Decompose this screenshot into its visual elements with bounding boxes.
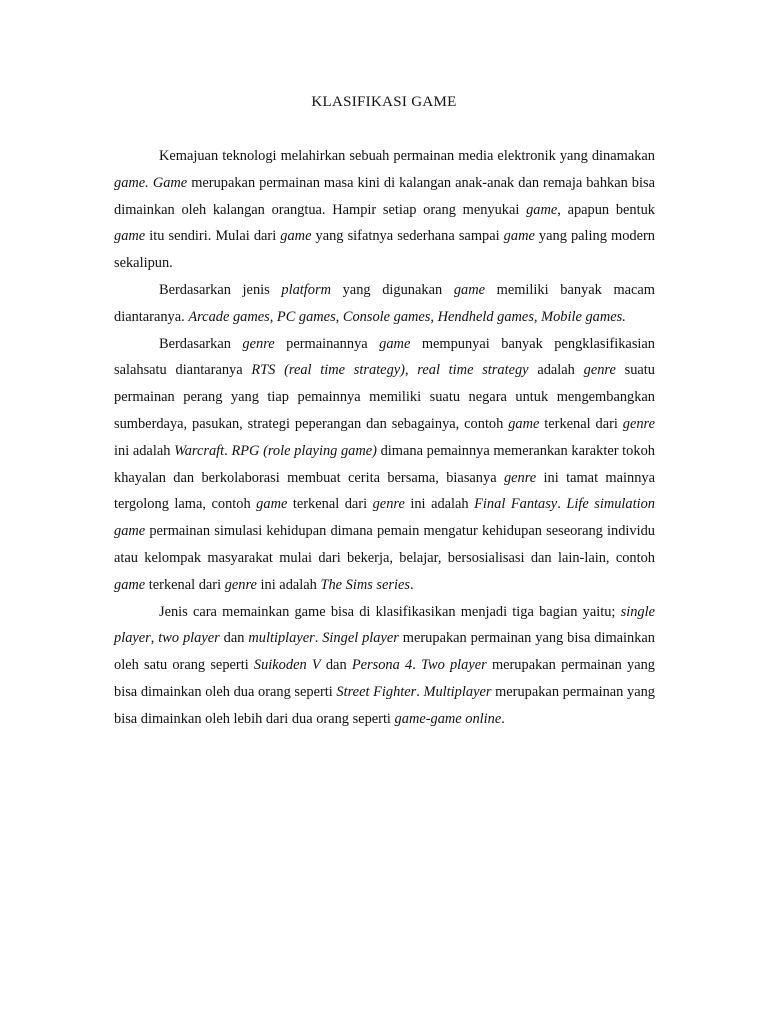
paragraph-text: terkenal dari [287,496,373,513]
paragraph-text: dan [320,657,352,674]
paragraph-text: terkenal dari [145,576,225,593]
italic-text: game [453,281,485,298]
paragraph-text: Berdasarkan [159,335,243,352]
italic-text: single player [114,603,655,647]
italic-text: genre [583,362,616,379]
italic-text: genre [622,415,655,432]
italic-text: two player [158,630,220,647]
italic-text: Game [152,174,188,191]
italic-text: multiplayer [248,630,315,647]
paragraph-text: yang paling modern sekalipun. [114,228,655,272]
paragraph-text: yang digunakan [330,281,454,298]
paragraph-text: adalah [528,362,584,379]
paragraph-text: permainan simulasi kehidupan dimana pemain mengatur kehidupan seseorang individu atau kelompak masyarakat mulai dari bekerja, belajar, bersosialisasi dan lain-lain, contoh [114,523,655,566]
paragraph-text: ini adalah [256,576,321,593]
italic-text: game-game online [394,710,502,727]
paragraph-text: , [404,362,418,379]
paragraph-text: itu sendiri. Mulai dari [145,228,281,245]
italic-text: game [508,415,540,432]
italic-text: game [114,576,146,593]
italic-text: Suikoden V [253,657,321,674]
italic-text: Arcade games, PC games, Console games, Hendheld games, Mobile games. [188,308,626,325]
paragraph-text: dan [219,630,249,647]
paragraph-text: dimana pemainnya memerankan karakter tokoh khayalan dan berkolaborasi membuat cerita bersama, biasanya [114,442,655,486]
paragraph-text: terkenal dari [539,415,623,432]
italic-text: game [280,228,312,245]
italic-text: game [526,201,558,218]
italic-text: platform [281,281,331,298]
paragraph-text: ini adalah [404,496,475,513]
paragraph [114,599,655,733]
paragraph-text: yang sifatnya sederhana sampai [311,228,504,245]
italic-text: genre [224,576,257,593]
paragraph-text: memiliki banyak macam diantaranya. [114,281,655,325]
paragraph-text: . [314,630,323,647]
italic-text: real time strategy [417,362,529,379]
paragraph-text: , apapun bentuk [557,201,655,218]
paragraph-text: ini adalah [114,442,175,459]
italic-text: RTS (real time strategy) [251,362,405,379]
paragraph-text: . [412,657,422,674]
paragraph [114,143,655,277]
italic-text: game [379,335,411,352]
italic-text: Street Fighter [336,683,417,700]
paragraph-text: . [501,710,505,727]
paragraph-text: Kemajuan teknologi melahirkan sebuah permainan media elektronik yang dinamakan [159,148,655,164]
italic-text: The Sims series [320,576,411,593]
paragraph-text: . [557,496,567,513]
paragraph-text: merupakan permainan yang bisa dimainkan oleh lebih dari dua orang seperti [114,683,655,727]
italic-text: RPG (role playing game) [231,442,377,459]
paragraph-text: merupakan permainan yang bisa dimainkan oleh dua orang seperti [114,657,655,700]
paragraph-text: merupakan permainan masa kini di kalangan anak-anak dan remaja bahkan bisa dimainkan oleh kalangan orangtua. Hampir setiap orang menyukai [114,174,655,218]
italic-text: game [503,228,535,245]
italic-text: Singel player [322,630,399,647]
italic-text: game [256,496,288,513]
paragraph-text: ini tamat mainnya tergolong lama, contoh [114,469,655,513]
paragraph-text: Berdasarkan jenis [159,281,282,298]
italic-text: Life simulation game [114,496,655,540]
italic-text: Persona 4 [351,657,413,674]
italic-text: Warcraft [174,442,225,459]
italic-text: game. [114,174,149,191]
paragraph-text: , [150,630,159,647]
paragraph-text: merupakan permainan yang bisa dimainkan oleh satu orang seperti [114,630,655,674]
italic-text: Final Fantasy [474,496,558,513]
italic-text: Multiplayer [423,683,492,700]
paragraph [114,277,655,331]
document-title: KLASIFIKASI GAME [311,94,457,110]
paragraph [114,331,655,599]
italic-text: genre [372,496,405,513]
paragraph-text: suatu permainan perang yang tiap pemainnya memiliki suatu negara untuk mengembangkan sumberdaya, pasukan, strategi peperangan dan sebagainya, contoh [114,362,655,432]
paragraph-text: . [410,576,414,593]
italic-text: genre [503,469,537,486]
document-body [114,143,655,733]
paragraph-text: . [224,442,232,459]
paragraph-text: mempunyai banyak pengklasifikasian salahsatu diantaranya [114,335,655,379]
paragraph-text: . [416,683,424,700]
paragraph-text: Jenis cara memainkan game bisa di klasifikasikan menjadi tiga bagian yaitu; [159,603,621,620]
italic-text: genre [242,335,275,352]
paragraph-text: permainannya [274,335,380,352]
italic-text: game [114,228,146,245]
italic-text: Two player [421,657,487,674]
